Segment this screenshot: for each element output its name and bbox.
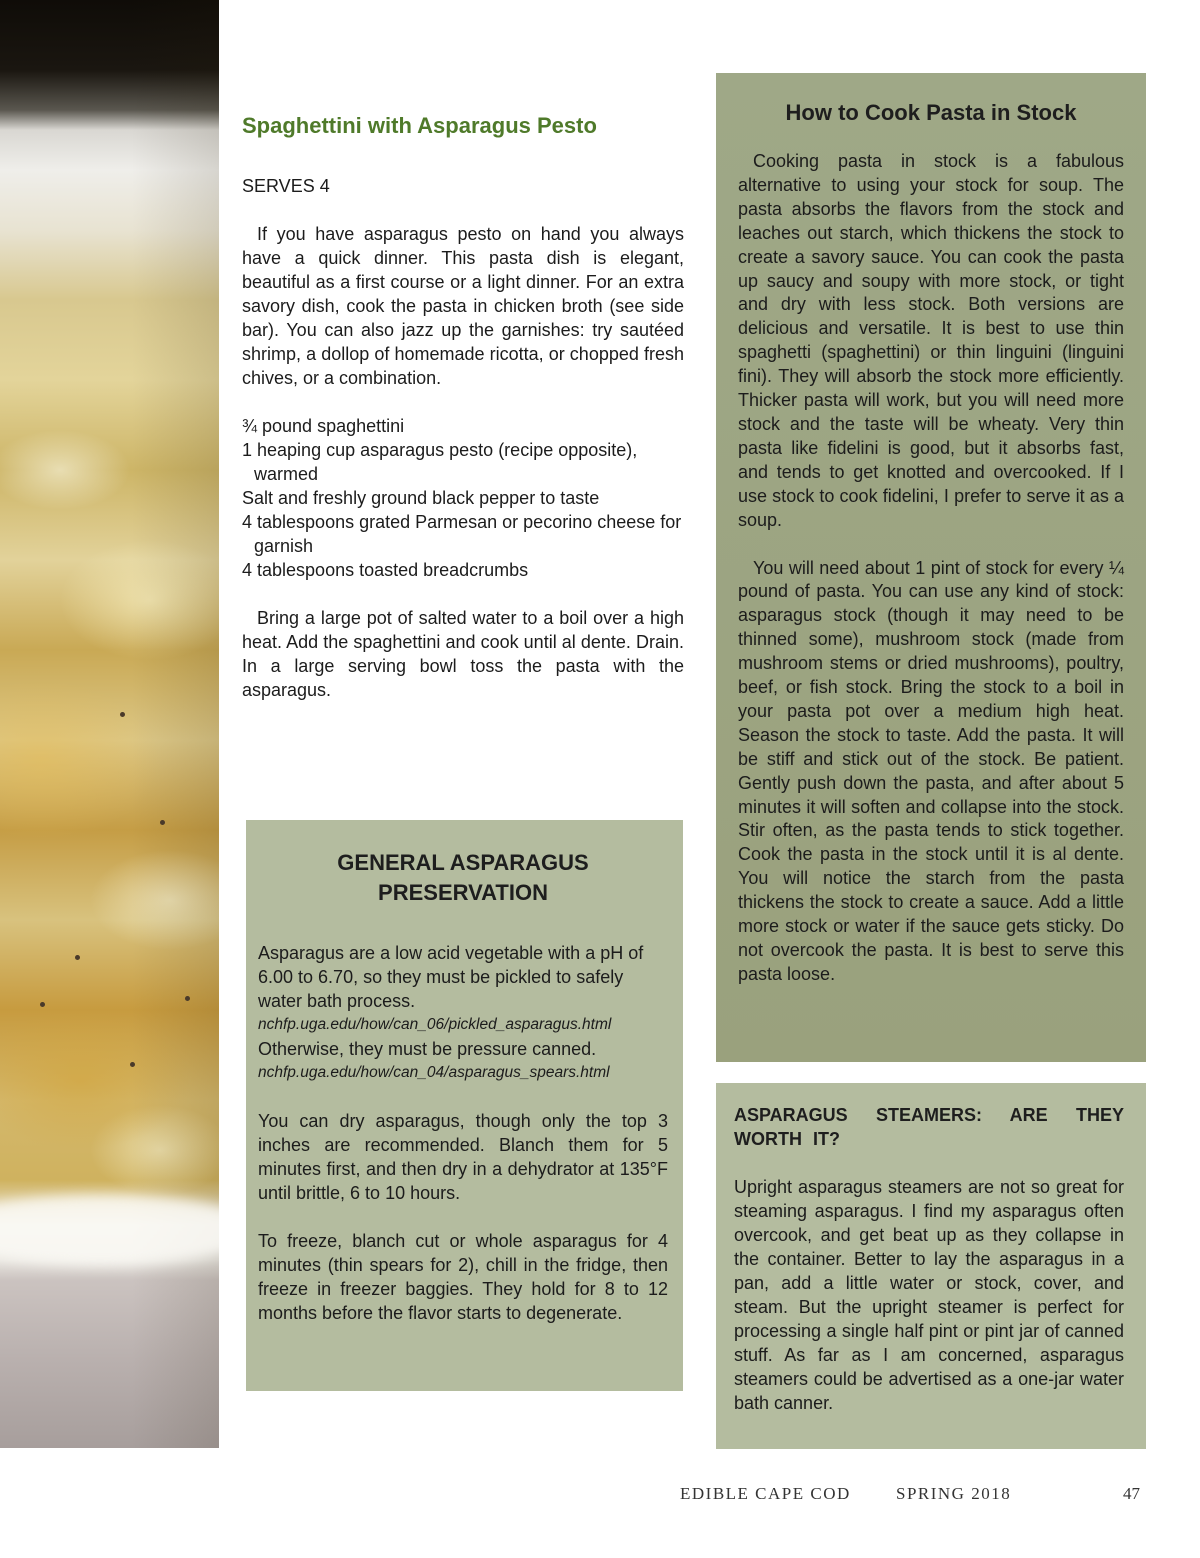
preservation-sidebar	[246, 820, 683, 1391]
preservation-url: nchfp.uga.edu/how/can_04/asparagus_spears.html	[258, 1064, 610, 1081]
recipe-intro: If you have asparagus pesto on hand you always have a quick dinner. This pasta dish is elegant, beautiful as a first course or a light dinner. For an extra savory dish, cook the pasta in chicken broth (see side bar). You can also jazz up the garnishes: try sautéed shrimp, a dollop of homemade ricotta, or chopped fresh chives, or a combination.	[242, 224, 684, 388]
footer-publication: EDIBLE CAPE COD	[680, 1484, 851, 1503]
preservation-paragraph: Asparagus are a low acid vegetable with a pH of 6.00 to 6.70, so they must be pickled to safely water bath process.	[258, 943, 644, 1011]
ingredient-item: 4 tablespoons grated Parmesan or pecorino cheese for garnish	[242, 512, 682, 556]
preservation-paragraph: You can dry asparagus, though only the top 3 inches are recommended. Blanch them for 5 minutes first, and then dry in a dehydrator at 135°F until brittle, 6 to 10 hours.	[258, 1111, 668, 1203]
plate-rim	[0, 1195, 219, 1265]
page-footer	[680, 1484, 1140, 1506]
recipe-serves: SERVES 4	[242, 176, 330, 196]
ingredient-item: Salt and freshly ground black pepper to taste	[242, 488, 600, 508]
steamers-sidebar-body: Upright asparagus steamers are not so great for steaming asparagus. I find my asparagus often overcook, and get beat up as they collapse in the container. Better to lay the asparagus in a pan, add a little water or stock, cover, and steam. But the upright steamer is perfect for processing a single half pint or pint jar of canned stuff. As far as I am concerned, asparagus steamers could be advertised as a one-jar water bath canner.	[734, 1177, 1124, 1413]
stock-sidebar-paragraph: Cooking pasta in stock is a fabulous alternative to using your stock for soup. The pasta absorbs the flavors from the stock and leaches out starch, which thickens the stock to create a savory sauce. You can cook the pasta up saucy and soupy with more stock, or tight and dry with less stock. Both versions are delicious and versatile. It is best to use thin spaghetti (spaghettini) or thin linguini (linguini fini). They will absorb the stock more efficiently. Thicker pasta will work, but you will need more stock and the taste will be wheaty. Very thin pasta like fidelini is good, but it absorbs fast, and tends to get knotted and overcooked. If I use stock to cook fidelini, I prefer to serve it as a soup.	[738, 151, 1124, 530]
pepper-speck	[185, 996, 190, 1001]
pepper-speck	[120, 712, 125, 717]
preservation-paragraph: To freeze, blanch cut or whole asparagus for 4 minutes (thin spears for 2), chill in the fridge, then freeze in freezer baggies. They hold for 8 to 12 months before the flavor starts to degenerate.	[258, 1231, 668, 1323]
footer-page-number: 47	[1123, 1484, 1140, 1503]
ingredient-list	[242, 414, 684, 582]
ingredient-item: 1 heaping cup asparagus pesto (recipe opposite), warmed	[242, 440, 638, 484]
preservation-title-line: GENERAL ASPARAGUS	[337, 850, 589, 875]
pasta-photo	[0, 0, 219, 1448]
pepper-speck	[40, 1002, 45, 1007]
pepper-speck	[75, 955, 80, 960]
stock-sidebar-title: How to Cook Pasta in Stock	[785, 100, 1077, 125]
preservation-url: nchfp.uga.edu/how/can_06/pickled_asparagus.html	[258, 1016, 612, 1033]
ingredient-item: ¾ pound spaghettini	[242, 416, 405, 436]
steamers-sidebar-title: ASPARAGUS STEAMERS: ARE THEY WORTH IT?	[734, 1105, 1124, 1149]
ingredient-item: 4 tablespoons toasted breadcrumbs	[242, 560, 529, 580]
stock-sidebar-paragraph: You will need about 1 pint of stock for every ¼ pound of pasta. You can use any kind of stock: asparagus stock (though it may need to be thinned some), mushroom stock (made from mushroom stems or dried mushrooms), poultry, beef, or fish stock. Bring the stock to a boil in your pasta pot over a medium high heat. Season the stock to taste. Add the pasta. It will be stiff and stick out of the stock. Be patient. Gently push down the pasta, and after about 5 minutes it will soften and collapse into the stock. Stir often, as the pasta tends to stick together. Cook the pasta in the stock until it is al dente. You will notice the starch from the pasta thickens the stock to create a sauce. Add a little more stock or water if the sauce gets sticky. Do not overcook the pasta. It is best to serve this pasta loose.	[738, 557, 1124, 984]
preservation-paragraph: Otherwise, they must be pressure canned.	[258, 1039, 597, 1059]
recipe-title: Spaghettini with Asparagus Pesto	[242, 113, 597, 138]
preservation-title-line: PRESERVATION	[378, 880, 548, 905]
footer-issue: SPRING 2018	[896, 1484, 1012, 1503]
recipe-method: Bring a large pot of salted water to a boil over a high heat. Add the spaghettini and cook until al dente. Drain. In a large serving bowl toss the pasta with the asparagus.	[242, 608, 684, 700]
steamers-sidebar	[716, 1083, 1146, 1449]
pepper-speck	[130, 1062, 135, 1067]
stock-sidebar	[716, 73, 1146, 1062]
recipe-column	[242, 108, 684, 702]
preservation-sidebar-title	[258, 848, 668, 908]
pepper-speck	[160, 820, 165, 825]
